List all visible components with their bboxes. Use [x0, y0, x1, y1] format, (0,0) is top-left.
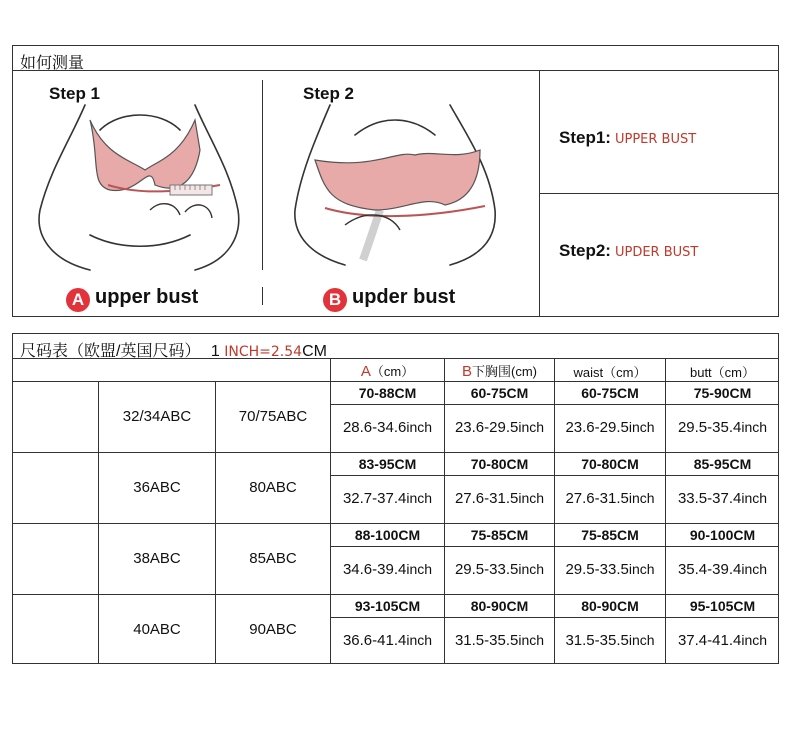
inch-unit: inch [628, 419, 655, 435]
illustration-divider [262, 80, 263, 270]
w-inch [555, 561, 665, 578]
h-cm: 85-95CM [693, 456, 752, 472]
row-sub-divider [330, 404, 779, 405]
inch-unit: inch [741, 490, 768, 506]
upper-bust-illustration [30, 100, 250, 275]
a-cm: 83-95CM [358, 456, 417, 472]
h-inch [666, 490, 779, 507]
us-size: 36ABC [133, 479, 181, 496]
right-step1-value: UPPER BUST [614, 132, 697, 147]
inch-value: 33.5-37.4 [677, 490, 742, 507]
a-inch [331, 490, 444, 507]
inch-unit: inch [628, 561, 655, 577]
b-inch [445, 632, 554, 649]
w-cm: 80-90CM [581, 598, 639, 614]
h-cm: 75-90CM [693, 385, 752, 401]
b-cm: 75-85CM [470, 527, 529, 543]
caption-b-text: upder bust [352, 286, 456, 308]
caption-divider [262, 287, 263, 305]
under-bust-illustration [285, 100, 505, 275]
inch-value: 27.6-31.5 [565, 490, 629, 507]
w-cm: 75-85CM [581, 527, 639, 543]
a-cm: 88-100CM [354, 527, 421, 543]
inch-unit: inch [406, 419, 433, 435]
inch-unit: inch [741, 632, 768, 648]
inch-value: 37.4-41.4 [677, 632, 742, 649]
h-inch [666, 561, 779, 578]
inch-value: 29.5-33.5 [565, 561, 629, 578]
w-cm: 70-80CM [581, 456, 639, 472]
h-inch [666, 419, 779, 436]
measure-title: 如何测量 [20, 55, 85, 72]
inch-value: 23.6-29.5 [565, 419, 629, 436]
inch-value: 31.5-35.5 [565, 632, 629, 649]
caption-a-text: upper bust [95, 286, 199, 308]
step1-label: Step 1 [49, 84, 101, 103]
row-divider [12, 594, 779, 595]
eu-size: 80ABC [249, 479, 297, 496]
h-cm: 95-105CM [689, 598, 756, 614]
header-waist: waist（cm） [573, 365, 647, 380]
a-inch [331, 632, 444, 649]
a-inch [331, 419, 444, 436]
inch-value: 32.7-37.4 [342, 490, 407, 507]
inch-value: 34.6-39.4 [342, 561, 407, 578]
header-a [331, 361, 444, 380]
unit-cm: CM [302, 343, 327, 360]
header-b-name: 下胸围 [472, 364, 512, 379]
size-chart-title [20, 338, 327, 361]
right-step1 [559, 128, 696, 148]
us-size: 38ABC [133, 550, 181, 567]
eu-size: 85ABC [249, 550, 297, 567]
inch-unit: inch [406, 632, 433, 648]
unit-prefix: 1 [210, 343, 220, 360]
header-b-unit: (cm) [511, 364, 538, 379]
caption-b-badge: B [323, 288, 347, 312]
header-a-letter: A [360, 363, 371, 380]
inch-unit: inch [406, 561, 433, 577]
b-cm: 70-80CM [470, 456, 529, 472]
w-cm: 60-75CM [581, 385, 639, 401]
step2-label: Step 2 [303, 84, 355, 103]
us-size: 32/34ABC [122, 408, 192, 425]
right-step2-value: UPDER BUST [614, 245, 699, 260]
row-sub-divider [330, 546, 779, 547]
measure-right-mid-divider [539, 193, 779, 194]
inch-unit: inch [518, 632, 545, 648]
inch-unit: inch [518, 561, 545, 577]
a-cm: 70-88CM [358, 385, 417, 401]
inch-unit: inch [406, 490, 433, 506]
inch-unit: inch [741, 561, 768, 577]
eu-size: 70/75ABC [238, 408, 308, 425]
right-step2-label: Step2: [559, 241, 611, 260]
eu-size: 90ABC [249, 621, 297, 638]
inch-unit: inch [518, 490, 545, 506]
inch-value: 23.6-29.5 [454, 419, 519, 436]
inch-value: 29.5-35.4 [677, 419, 742, 436]
w-inch [555, 490, 665, 507]
row-sub-divider [330, 475, 779, 476]
unit-inch: INCH=2.54 [224, 344, 303, 360]
inch-unit: inch [741, 419, 768, 435]
caption-a-badge: A [66, 288, 90, 312]
inch-value: 27.6-31.5 [454, 490, 519, 507]
header-b [445, 361, 554, 380]
inch-value: 35.4-39.4 [677, 561, 742, 578]
inch-unit: inch [628, 632, 655, 648]
row-sub-divider [330, 617, 779, 618]
inch-value: 36.6-41.4 [342, 632, 407, 649]
right-step1-label: Step1: [559, 128, 611, 147]
h-cm: 90-100CM [689, 527, 756, 543]
a-cm: 93-105CM [354, 598, 421, 614]
b-inch [445, 490, 554, 507]
row-divider [12, 523, 779, 524]
measure-title-divider [12, 70, 779, 71]
right-step2 [559, 241, 698, 261]
header-a-unit: （cm） [370, 364, 415, 379]
inch-value: 28.6-34.6 [342, 419, 407, 436]
w-inch [555, 419, 665, 436]
b-cm: 60-75CM [470, 385, 529, 401]
h-inch [666, 632, 779, 649]
row-divider [12, 452, 779, 453]
a-inch [331, 561, 444, 578]
b-cm: 80-90CM [470, 598, 529, 614]
b-inch [445, 419, 554, 436]
header-butt: butt（cm） [689, 365, 755, 380]
size-chart-title-text: 尺码表（欧盟/英国尺码） [20, 343, 201, 360]
w-inch [555, 632, 665, 649]
us-size: 40ABC [133, 621, 181, 638]
b-inch [445, 561, 554, 578]
inch-unit: inch [628, 490, 655, 506]
inch-unit: inch [518, 419, 545, 435]
inch-value: 29.5-33.5 [454, 561, 519, 578]
header-row-divider [12, 381, 779, 382]
inch-value: 31.5-35.5 [454, 632, 519, 649]
header-b-letter: B [461, 363, 472, 380]
